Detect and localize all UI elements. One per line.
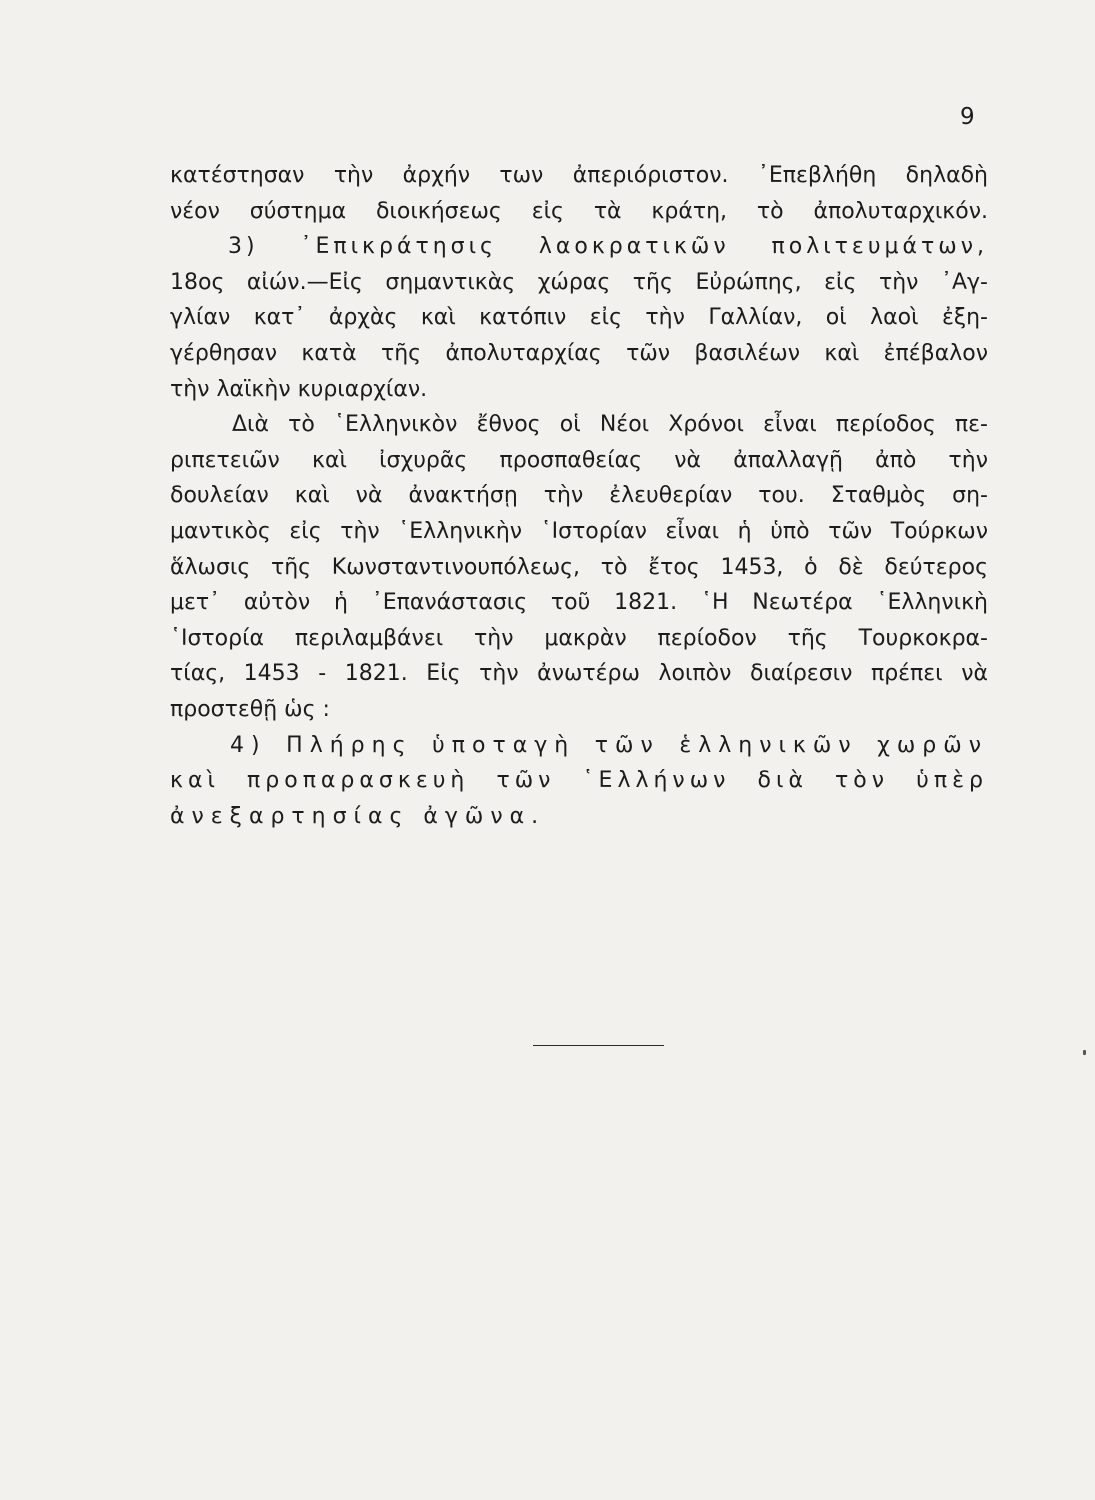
text-line: τὴν λαϊκὴν κυριαρχίαν. (170, 376, 428, 402)
text-line: ἅλωσις τῆς Κωνσταντινουπόλεως, τὸ ἔτος 1453, ὁ δὲ δεύτερος (170, 554, 988, 580)
text-line: δουλείαν καὶ νὰ ἀνακτήσῃ τὴν ἐλευθερίαν του. Σταθμὸς ση- (170, 483, 988, 509)
text-line: μαντικὸς εἰς τὴν ῾Ελληνικὴν ῾Ιστορίαν εἶναι ἡ ὑπὸ τῶν Τούρκων (170, 518, 988, 544)
text-line: ριπετειῶν καὶ ἰσχυρᾶς προσπαθείας νὰ ἀπαλλαγῇ ἀπὸ τὴν (170, 447, 988, 473)
text-line: προστεθῇ ὡς : (170, 696, 330, 722)
text-line: κατέστησαν τὴν ἀρχήν των ἀπεριόριστον. ᾿Επεβλήθη δηλαδὴ (170, 163, 988, 188)
body-text (170, 158, 988, 834)
section-end-rule (533, 1045, 664, 1046)
section-heading-line: 4) Πλήρης ὑποταγὴ τῶν ἑλληνικῶν χωρῶν (230, 732, 988, 758)
text-line: τίας, 1453 - 1821. Εἰς τὴν ἀνωτέρω λοιπὸν διαίρεσιν πρέπει νὰ (170, 661, 988, 687)
section-heading-line: καὶ προπαρασκευὴ τῶν ῾Ελλήνων διὰ τὸν ὑπὲρ (170, 768, 988, 794)
scan-speck (1083, 1050, 1086, 1055)
text-line: γλίαν κατ᾿ ἀρχὰς καὶ κατόπιν εἰς τὴν Γαλλίαν, οἱ λαοὶ ἐξη- (170, 305, 988, 331)
text-line: ῾Ιστορία περιλαμβάνει τὴν μακρὰν περίοδον τῆς Τουρκοκρα- (170, 625, 988, 651)
text-line: 18ος αἰών.—Εἰς σημαντικὰς χώρας τῆς Εὐρώπης, εἰς τὴν ᾿Αγ- (170, 269, 988, 295)
text-line: γέρθησαν κατὰ τῆς ἀπολυταρχίας τῶν βασιλέων καὶ ἐπέβαλον (170, 340, 988, 366)
paragraph-start-line: Διὰ τὸ ῾Ελληνικὸν ἔθνος οἱ Νέοι Χρόνοι εἶναι περίοδος πε- (232, 412, 988, 438)
section-heading-line: 3) ᾿Επικράτησις λαοκρατικῶν πολιτευμάτων, (228, 234, 988, 260)
text-line: μετ᾿ αὐτὸν ἡ ᾿Επανάστασις τοῦ 1821. ῾Η Νεωτέρα ῾Ελληνικὴ (170, 590, 988, 616)
text-line: νέον σύστημα διοικήσεως εἰς τὰ κράτη, τὸ ἀπολυταρχικόν. (170, 198, 988, 224)
page-number: 9 (960, 104, 975, 130)
section-heading-line: ἀνεξαρτησίας ἀγῶνα. (170, 803, 546, 829)
